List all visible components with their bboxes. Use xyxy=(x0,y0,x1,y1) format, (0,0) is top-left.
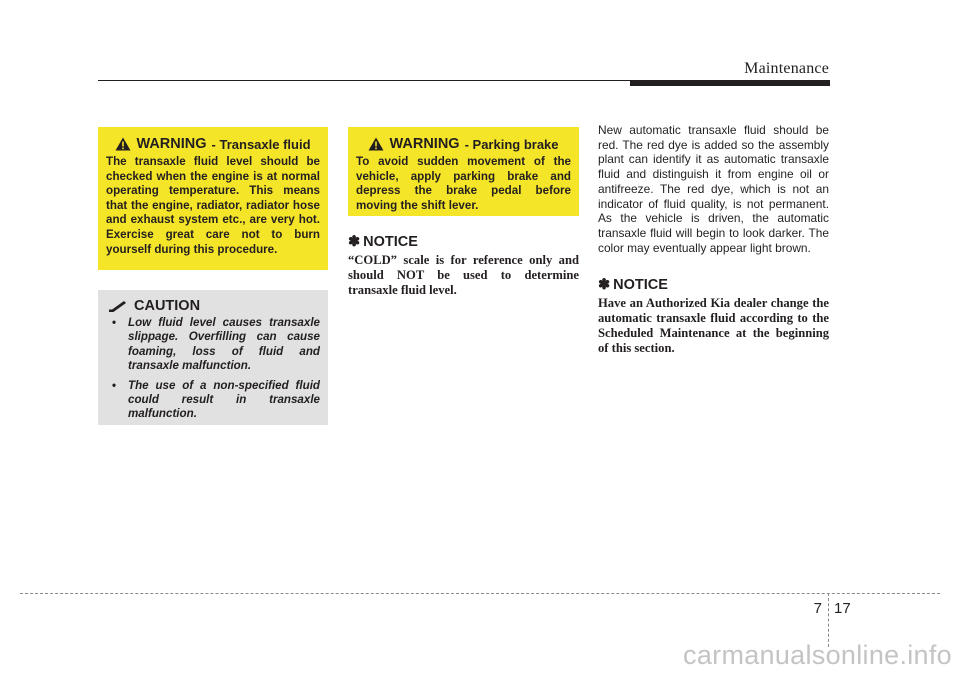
warning-parking-body: To avoid sudden movement of the vehicle, apply parking brake and depress the brake pedal before moving the shift lever. xyxy=(356,155,571,212)
watermark: carmanualsonline.info xyxy=(683,640,952,670)
warning-triangle-icon xyxy=(115,137,131,151)
warning-transaxle-subtitle: - Transaxle fluid xyxy=(211,136,311,152)
section-title: Maintenance xyxy=(744,60,829,77)
header-bar xyxy=(630,80,830,86)
chapter-number: 7 xyxy=(813,600,822,617)
fluid-color-paragraph: New automatic transaxle fluid should be red. The red dye is added so the assembly plant can identify it as automatic transaxle fluid and distinguish it from engine oil or antifreeze. The red dye, which is not an indicator of fluid quality, is not permanent. As the vehicle is driven, the automatic transaxle fluid will begin to look darker. The color may eventually appear light brown. xyxy=(598,123,829,255)
caution-box xyxy=(98,290,328,425)
warning-triangle-icon xyxy=(368,137,384,151)
caution-heading xyxy=(108,298,320,314)
asterisk-icon: ✽ xyxy=(598,277,611,293)
notice-1-heading xyxy=(348,234,418,250)
notice-2-label: NOTICE xyxy=(613,277,668,293)
notice-1-body: “COLD” scale is for reference only and should NOT be used to determine transaxle fluid level. xyxy=(348,253,579,297)
warning-parking-box xyxy=(348,127,579,216)
warning-parking-label: WARNING xyxy=(389,136,460,152)
caution-pencil-icon xyxy=(108,300,128,312)
notice-2-heading xyxy=(598,277,668,293)
caution-list xyxy=(108,316,320,422)
asterisk-icon: ✽ xyxy=(348,234,361,250)
warning-transaxle-label: WARNING xyxy=(136,136,207,152)
page-number-divider xyxy=(828,593,829,647)
warning-transaxle-box xyxy=(98,127,328,270)
caution-label: CAUTION xyxy=(134,298,201,314)
page-number: 17 xyxy=(834,600,851,617)
notice-1-label: NOTICE xyxy=(363,234,418,250)
warning-transaxle-body: The transaxle fluid level should be checked when the engine is at normal operating temperature. This means that the engine, radiator, radiator hose and exhaust system etc., are very hot. Exercise great care not to burn yourself during this procedure. xyxy=(106,155,320,256)
caution-item: • The use of a non-specified fluid could result in transaxle malfunction. xyxy=(108,379,320,422)
notice-2-body: Have an Authorized Kia dealer change the automatic transaxle fluid according to the Scheduled Maintenance at the beginning of this section. xyxy=(598,296,829,355)
warning-parking-subtitle: - Parking brake xyxy=(464,136,559,152)
warning-transaxle-heading xyxy=(106,136,320,152)
warning-parking-heading xyxy=(356,136,571,152)
footer-rule xyxy=(20,593,940,594)
caution-item: • Low fluid level causes transaxle slippage. Overfilling can cause foaming, loss of fluid and transaxle malfunction. xyxy=(108,316,320,374)
